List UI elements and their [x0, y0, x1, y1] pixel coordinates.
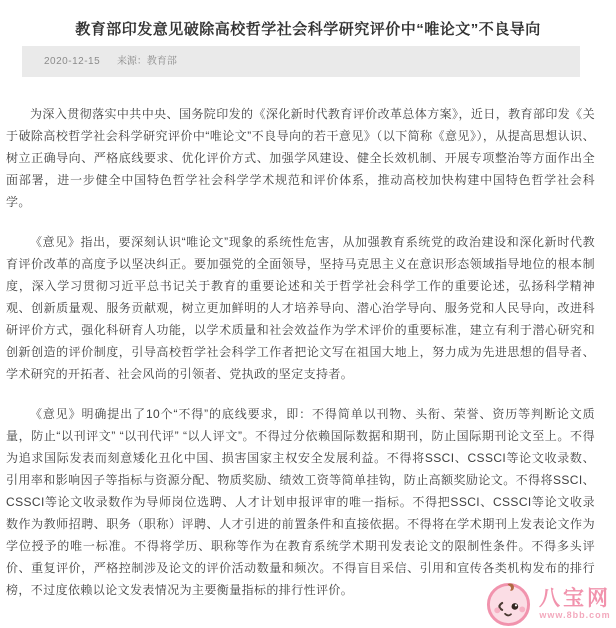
article-paragraph-3: 《意见》明确提出了10个“不得”的底线要求，即：不得简单以刊物、头衔、荣誉、资历等判断论文质量，防止“以刊评文” “以刊代评” “以人评文”。不得过分依赖国际数据和期刊，防止国际期刊论文至上。不得为追求国际发表而刻意矮化丑化中国、损害国家主权安全发展利益。不得将SSCI、CSSCI等论文收录数、引用率和影响因子等指标与资源分配、物质奖励、绩效工资等简单挂钩，防止高额奖励论文。不得将SSCI、CSSCI等论文收录数作为导师岗位选聘、人才计划申报评审的唯一指标。不得把SSCI、CSSCI等论文收录数作为教师招聘、职务（职称）评聘、人才引进的前置条件和直接依据。不得将在学术期刊上发表论文作为学位授予的唯一标准。不得将学历、职称等作为在教育系统学术期刊发表论文的限制性条件。不得多头评价、重复评价，严格控制涉及论文的评价活动数量和频次。不得盲目采信、引用和宣传各类机构发布的排行榜，不过度依赖以论文发表情况为主要衡量指标的排行性评价。	[6, 407, 595, 597]
article-source: 来源：教育部	[116, 56, 177, 67]
article-body	[6, 103, 595, 601]
meta-bar	[22, 46, 580, 77]
site-url: www.8bb.com	[539, 609, 611, 620]
publish-date: 2020-12-15	[44, 56, 101, 67]
site-name: 八宝网	[539, 586, 611, 610]
article-paragraph-1: 为深入贯彻落实中共中央、国务院印发的《深化新时代教育评价改革总体方案》，近日，教育部印发《关于破除高校哲学社会科学研究评价中“唯论文”不良导向的若干意见》（以下简称《意见》），从提高思想认识、树立正确导向、严格底线要求、优化评价方式、加强学风建设、健全长效机制、开展专项整治等方面作出全面部署，进一步健全中国特色哲学社会科学学术规范和评价体系，推动高校加快构建中国特色哲学社会科学。	[6, 107, 595, 209]
watermark-text	[539, 587, 611, 621]
article-title: 教育部印发意见破除高校哲学社会科学研究评价中“唯论文”不良导向	[75, 21, 541, 38]
article-paragraph-2: 《意见》指出，要深刻认识“唯论文”现象的系统性危害，从加强教育系统党的政治建设和深化新时代教育评价改革的高度予以坚决纠正。要加强党的全面领导，坚持马克思主义在意识形态领域指导地位的根本制度，深入学习贯彻习近平总书记关于教育的重要论述和关于哲学社会科学工作的重要论述，弘扬科学精神观、创新质量观、服务贡献观，树立更加鲜明的人才培养导向、潜心治学导向、服务党和人民导向，改进科研评价方式，强化科研育人功能，以学术质量和社会效益作为学术评价的重要标准，建立有利于潜心研究和创新创造的评价制度，引导高校哲学社会科学工作者把论文写在祖国大地上，努力成为先进思想的倡导者、学术研究的开拓者、社会风尚的引领者、党执政的坚定支持者。	[6, 235, 595, 381]
article-page	[0, 20, 616, 628]
baby-face-logo-icon	[485, 580, 532, 627]
site-watermark	[485, 580, 611, 627]
